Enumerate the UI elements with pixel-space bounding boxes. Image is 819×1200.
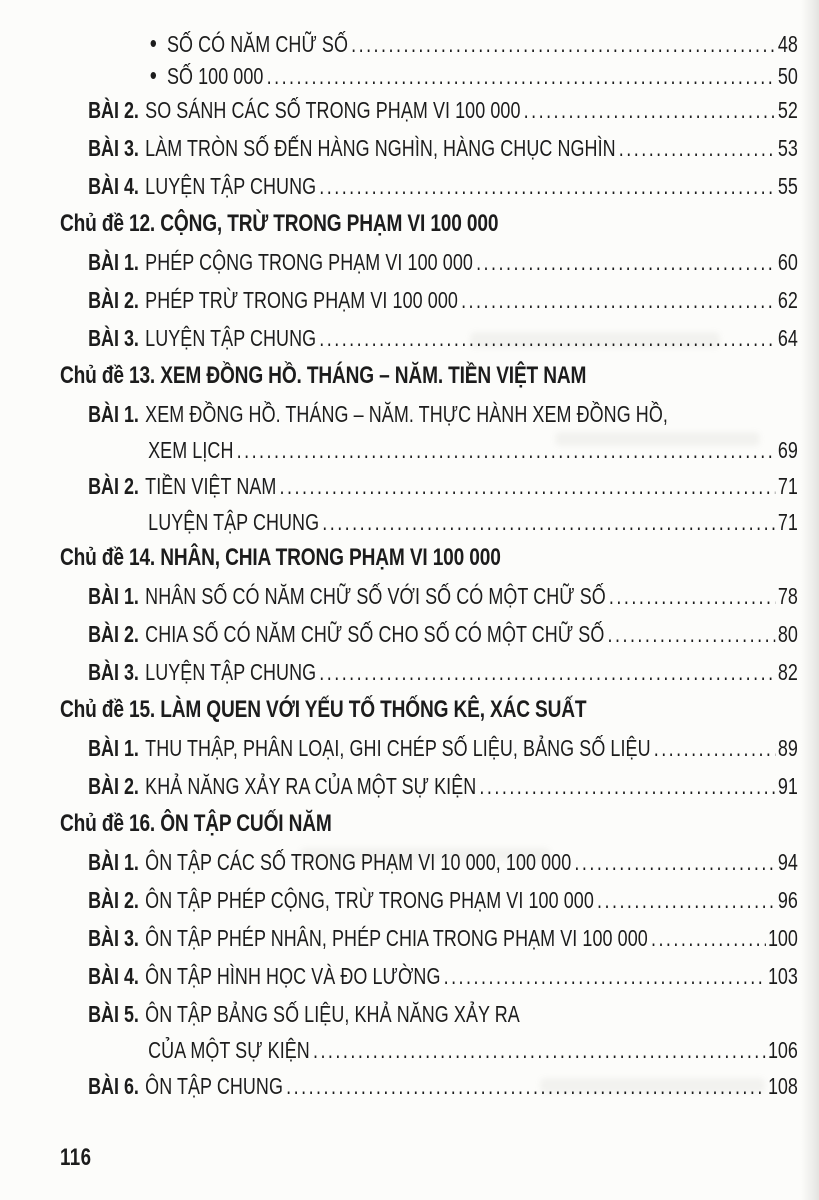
toc-sections — [60, 27, 798, 1105]
entry-page-number: 80 — [777, 621, 798, 647]
dot-leader — [476, 243, 776, 281]
lesson-number-label: BÀI 2. — [88, 287, 139, 313]
entry-page-number: 96 — [777, 887, 798, 913]
entry-title: KHẢ NĂNG XẢY RA CỦA MỘT SỰ KIỆN — [145, 773, 477, 799]
toc-section — [60, 205, 798, 357]
dot-leader — [267, 60, 776, 92]
lesson-number-label: BÀI 1. — [88, 849, 139, 875]
toc-entry-continuation-row — [60, 1033, 798, 1067]
entry-page-number: 108 — [767, 1073, 798, 1099]
lesson-number-label: BÀI 3. — [88, 135, 139, 161]
toc-entry-row — [60, 995, 798, 1033]
dot-leader — [237, 433, 776, 467]
toc-entry-row — [60, 167, 798, 205]
entry-page-number: 64 — [777, 325, 798, 351]
toc-section — [60, 539, 798, 691]
toc-entry-row — [60, 615, 798, 653]
entry-title: LUYỆN TẬP CHUNG — [145, 173, 317, 199]
toc-entry-row — [60, 957, 798, 995]
chapter-heading: Chủ đề 12. CỘNG, TRỪ TRONG PHẠM VI 100 000 — [60, 210, 499, 237]
chapter-heading: Chủ đề 14. NHÂN, CHIA TRONG PHẠM VI 100 000 — [60, 544, 501, 571]
entry-page-number: 71 — [777, 473, 798, 499]
entry-title: LÀM TRÒN SỐ ĐẾN HÀNG NGHÌN, HÀNG CHỤC NGHÌN — [145, 135, 616, 161]
toc-entry-row — [60, 577, 798, 615]
entry-page-number: 103 — [767, 963, 798, 989]
toc-entry-continuation-row — [60, 433, 798, 467]
dot-leader — [322, 505, 775, 539]
entry-title: LUYỆN TẬP CHUNG — [148, 509, 320, 535]
entry-page-number: 71 — [777, 509, 798, 535]
dot-leader — [597, 881, 776, 919]
entry-title: CỦA MỘT SỰ KIỆN — [148, 1037, 310, 1063]
dot-leader — [607, 615, 775, 653]
dot-leader — [651, 919, 766, 957]
entry-page-number: 106 — [767, 1037, 798, 1063]
lesson-number-label: BÀI 1. — [88, 249, 139, 275]
dot-leader — [286, 1067, 765, 1105]
entry-page-number: 60 — [777, 249, 798, 275]
toc-entry-row — [60, 767, 798, 805]
dot-leader — [479, 767, 775, 805]
entry-title: ÔN TẬP PHÉP NHÂN, PHÉP CHIA TRONG PHẠM VI 100 000 — [145, 925, 648, 951]
toc-entry-row — [60, 919, 798, 957]
table-of-contents — [60, 0, 798, 1177]
toc-entry-row — [60, 653, 798, 691]
toc-section — [60, 691, 798, 805]
chapter-heading-row — [60, 539, 798, 577]
dot-leader — [319, 319, 775, 357]
entry-page-number: 53 — [777, 135, 798, 161]
dot-leader — [351, 28, 775, 60]
lesson-number-label: BÀI 2. — [88, 473, 139, 499]
dot-leader — [313, 1033, 766, 1067]
entry-title: XEM LỊCH — [148, 437, 234, 463]
entry-page-number: 55 — [777, 173, 798, 199]
page-edge-shadow — [801, 0, 819, 1200]
entry-title: TIỀN VIỆT NAM — [145, 473, 277, 499]
toc-entry-row — [60, 881, 798, 919]
toc-entry-row — [60, 395, 798, 433]
entry-page-number: 100 — [767, 925, 798, 951]
lesson-number-label: BÀI 2. — [88, 621, 139, 647]
chapter-heading: Chủ đề 13. XEM ĐỒNG HỒ. THÁNG – NĂM. TIỀN VIỆT NAM — [60, 362, 587, 389]
lesson-number-label: BÀI 2. — [88, 97, 139, 123]
dot-leader — [319, 653, 775, 691]
toc-entry-row — [60, 505, 798, 539]
entry-title: ÔN TẬP BẢNG SỐ LIỆU, KHẢ NĂNG XẢY RA — [145, 1001, 520, 1027]
entry-title: ÔN TẬP CÁC SỐ TRONG PHẠM VI 10 000, 100 000 — [145, 849, 572, 875]
entry-page-number: 52 — [777, 97, 798, 123]
lesson-number-label: BÀI 4. — [88, 173, 139, 199]
entry-page-number: 82 — [777, 659, 798, 685]
dot-leader — [461, 281, 775, 319]
dot-leader — [619, 129, 776, 167]
dot-leader — [609, 577, 776, 615]
chapter-heading-row — [60, 205, 798, 243]
entry-title: SỐ 100 000 — [166, 63, 264, 89]
entry-page-number: 78 — [777, 583, 798, 609]
footer-page-number: 116 — [60, 1144, 92, 1171]
entry-title: LUYỆN TẬP CHUNG — [145, 659, 317, 685]
toc-entry-row — [60, 319, 798, 357]
dot-leader — [524, 91, 776, 129]
bullet-icon: • — [149, 28, 157, 58]
toc-entry-row — [60, 243, 798, 281]
toc-entry-row — [60, 467, 798, 505]
lesson-number-label: BÀI 4. — [88, 963, 139, 989]
lesson-number-label: BÀI 5. — [88, 1001, 139, 1027]
chapter-heading: Chủ đề 16. ÔN TẬP CUỐI NĂM — [60, 810, 332, 837]
entry-page-number: 48 — [777, 31, 798, 57]
lesson-number-label: BÀI 3. — [88, 325, 139, 351]
entry-title: PHÉP CỘNG TRONG PHẠM VI 100 000 — [145, 249, 473, 275]
entry-title: NHÂN SỐ CÓ NĂM CHỮ SỐ VỚI SỐ CÓ MỘT CHỮ SỐ — [145, 583, 606, 609]
chapter-heading: Chủ đề 15. LÀM QUEN VỚI YẾU TỐ THỐNG KÊ, XÁC SUẤT — [60, 696, 587, 723]
dot-leader — [654, 729, 776, 767]
toc-entry-row — [60, 59, 798, 91]
dot-leader — [280, 467, 776, 505]
lesson-number-label: BÀI 1. — [88, 401, 139, 427]
dot-leader — [574, 843, 775, 881]
entry-title: ÔN TẬP HÌNH HỌC VÀ ĐO LƯỜNG — [145, 963, 441, 989]
toc-section — [60, 357, 798, 539]
entry-title: ÔN TẬP CHUNG — [145, 1073, 284, 1099]
lesson-number-label: BÀI 1. — [88, 735, 139, 761]
lesson-number-label: BÀI 1. — [88, 583, 139, 609]
toc-entry-row — [60, 91, 798, 129]
lesson-number-label: BÀI 2. — [88, 887, 139, 913]
entry-title: CHIA SỐ CÓ NĂM CHỮ SỐ CHO SỐ CÓ MỘT CHỮ SỐ — [145, 621, 605, 647]
toc-entry-row — [60, 281, 798, 319]
entry-page-number: 62 — [777, 287, 798, 313]
dot-leader — [319, 167, 775, 205]
lesson-number-label: BÀI 3. — [88, 659, 139, 685]
entry-title: SỐ CÓ NĂM CHỮ SỐ — [166, 31, 348, 57]
lesson-number-label: BÀI 6. — [88, 1073, 139, 1099]
entry-page-number: 94 — [777, 849, 798, 875]
chapter-heading-row — [60, 805, 798, 843]
entry-title: PHÉP TRỪ TRONG PHẠM VI 100 000 — [145, 287, 458, 313]
entry-title: LUYỆN TẬP CHUNG — [145, 325, 317, 351]
lesson-number-label: BÀI 3. — [88, 925, 139, 951]
entry-title: THU THẬP, PHÂN LOẠI, GHI CHÉP SỐ LIỆU, BẢNG SỐ LIỆU — [145, 735, 651, 761]
entry-title: XEM ĐỒNG HỒ. THÁNG – NĂM. THỰC HÀNH XEM ĐỒNG HỒ, — [145, 401, 668, 427]
entry-page-number: 69 — [777, 437, 798, 463]
bullet-icon: • — [149, 60, 157, 90]
toc-section — [60, 805, 798, 1105]
entry-title: ÔN TẬP PHÉP CỘNG, TRỪ TRONG PHẠM VI 100 000 — [145, 887, 594, 913]
lesson-number-label: BÀI 2. — [88, 773, 139, 799]
toc-entry-row — [60, 27, 798, 59]
chapter-heading-row — [60, 357, 798, 395]
dot-leader — [444, 957, 766, 995]
entry-page-number: 91 — [777, 773, 798, 799]
toc-entry-row — [60, 843, 798, 881]
chapter-heading-row — [60, 691, 798, 729]
entry-title: SO SÁNH CÁC SỐ TRONG PHẠM VI 100 000 — [145, 97, 521, 123]
toc-entry-row — [60, 729, 798, 767]
entry-page-number: 89 — [777, 735, 798, 761]
toc-entry-row — [60, 129, 798, 167]
toc-section — [60, 27, 798, 205]
entry-page-number: 50 — [777, 63, 798, 89]
toc-entry-row — [60, 1067, 798, 1105]
